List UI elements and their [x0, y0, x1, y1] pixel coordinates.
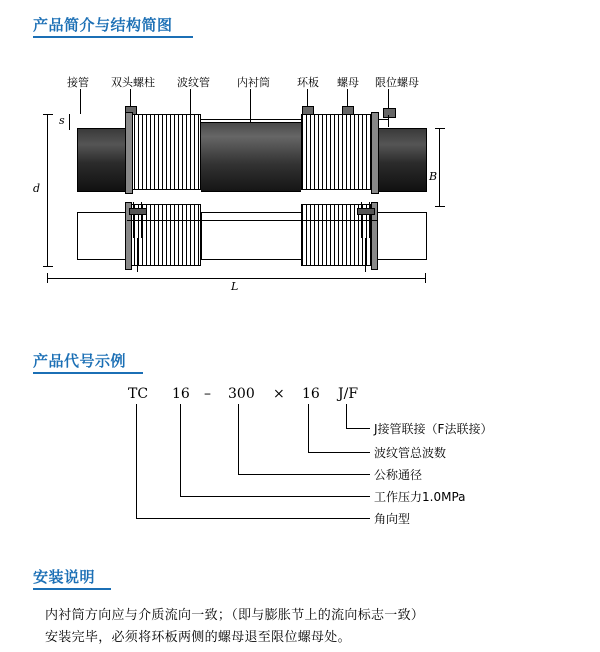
section-underline-code: [33, 372, 143, 374]
lower-rod-drop-left: [137, 238, 138, 272]
lower-pipe-left: [77, 212, 131, 260]
code-note-1: 波纹管总波数: [374, 446, 447, 460]
code-part-4: ×: [273, 386, 285, 402]
bellows-right: [301, 114, 373, 190]
liner-barrel: [201, 122, 301, 192]
lower-pipe-right: [373, 212, 427, 260]
code-connector-4: [136, 518, 370, 519]
structure-diagram: [33, 62, 505, 293]
section-title-intro: 产品简介与结构简图: [33, 17, 173, 34]
code-connector-0: [346, 428, 370, 429]
ring-plate-right: [371, 112, 379, 194]
code-note-2: 公称通径: [374, 468, 423, 482]
code-note-4: 角向型: [374, 512, 411, 526]
callout-label-3: 内衬筒: [237, 76, 270, 89]
section-underline-intro: [33, 36, 193, 38]
code-part-6: J/F: [338, 386, 359, 402]
dim-s-line: [69, 114, 70, 130]
code-leader-3: [238, 404, 239, 474]
dim-L-line: [47, 278, 425, 279]
callout-label-0: 接管: [67, 76, 89, 89]
dim-B-label: B: [429, 170, 438, 183]
code-part-1: 16: [172, 386, 190, 402]
code-connector-1: [308, 452, 370, 453]
code-note-0: J接管联接（F法联接）: [374, 422, 493, 436]
code-leader-0: [136, 404, 137, 518]
code-part-5: 16: [302, 386, 320, 402]
install-note-1: 安装完毕，必须将环板两侧的螺母退至限位螺母处。: [45, 630, 351, 645]
callout-label-4: 环板: [297, 76, 319, 89]
code-connector-3: [180, 496, 370, 497]
bellows-left: [129, 114, 201, 190]
lower-rod-drop-right: [365, 238, 366, 272]
code-part-2: –: [204, 386, 211, 402]
code-connector-2: [238, 474, 370, 475]
code-part-0: TC: [128, 386, 149, 402]
callout-label-2: 波纹管: [177, 76, 210, 89]
code-note-3: 工作压力1.0MPa: [374, 490, 466, 504]
tie-rod-upper-right: [388, 115, 389, 127]
callout-label-1: 双头螺柱: [111, 76, 155, 89]
code-part-3: 300: [228, 386, 255, 402]
dim-d-label: d: [33, 182, 41, 195]
ring-plate-left: [125, 112, 133, 194]
pipe-left: [77, 128, 131, 192]
dim-B-line: [439, 128, 440, 206]
callout-label-5: 螺母: [337, 76, 359, 89]
dim-d-tick-bottom: [43, 266, 53, 267]
section-title-code: 产品代号示例: [33, 353, 127, 370]
dim-L-tick-left: [47, 273, 48, 283]
section-title-install: 安装说明: [33, 569, 96, 586]
lower-tie-rod: [127, 220, 377, 221]
limit-nut: [383, 108, 396, 118]
section-underline-install: [33, 588, 111, 590]
dim-d-line: [47, 114, 48, 266]
code-leader-6: [346, 404, 347, 428]
dim-s-label: s: [59, 114, 65, 127]
dim-B-tick-top: [435, 128, 445, 129]
product-code-diagram: [110, 378, 510, 538]
code-leader-1: [180, 404, 181, 496]
code-leader-5: [308, 404, 309, 452]
callout-leader-0: [80, 89, 81, 114]
dim-B-tick-bottom: [435, 206, 445, 207]
lower-nut-left: [129, 208, 147, 215]
dim-L-tick-right: [425, 273, 426, 283]
dim-L-label: L: [231, 280, 239, 293]
callout-label-6: 限位螺母: [375, 76, 419, 89]
install-note-0: 内衬筒方向应与介质流向一致；（即与膨胀节上的流向标志一致）: [45, 608, 425, 623]
lower-nut-right: [357, 208, 375, 215]
dim-d-tick-top: [43, 114, 53, 115]
pipe-right: [373, 128, 427, 192]
